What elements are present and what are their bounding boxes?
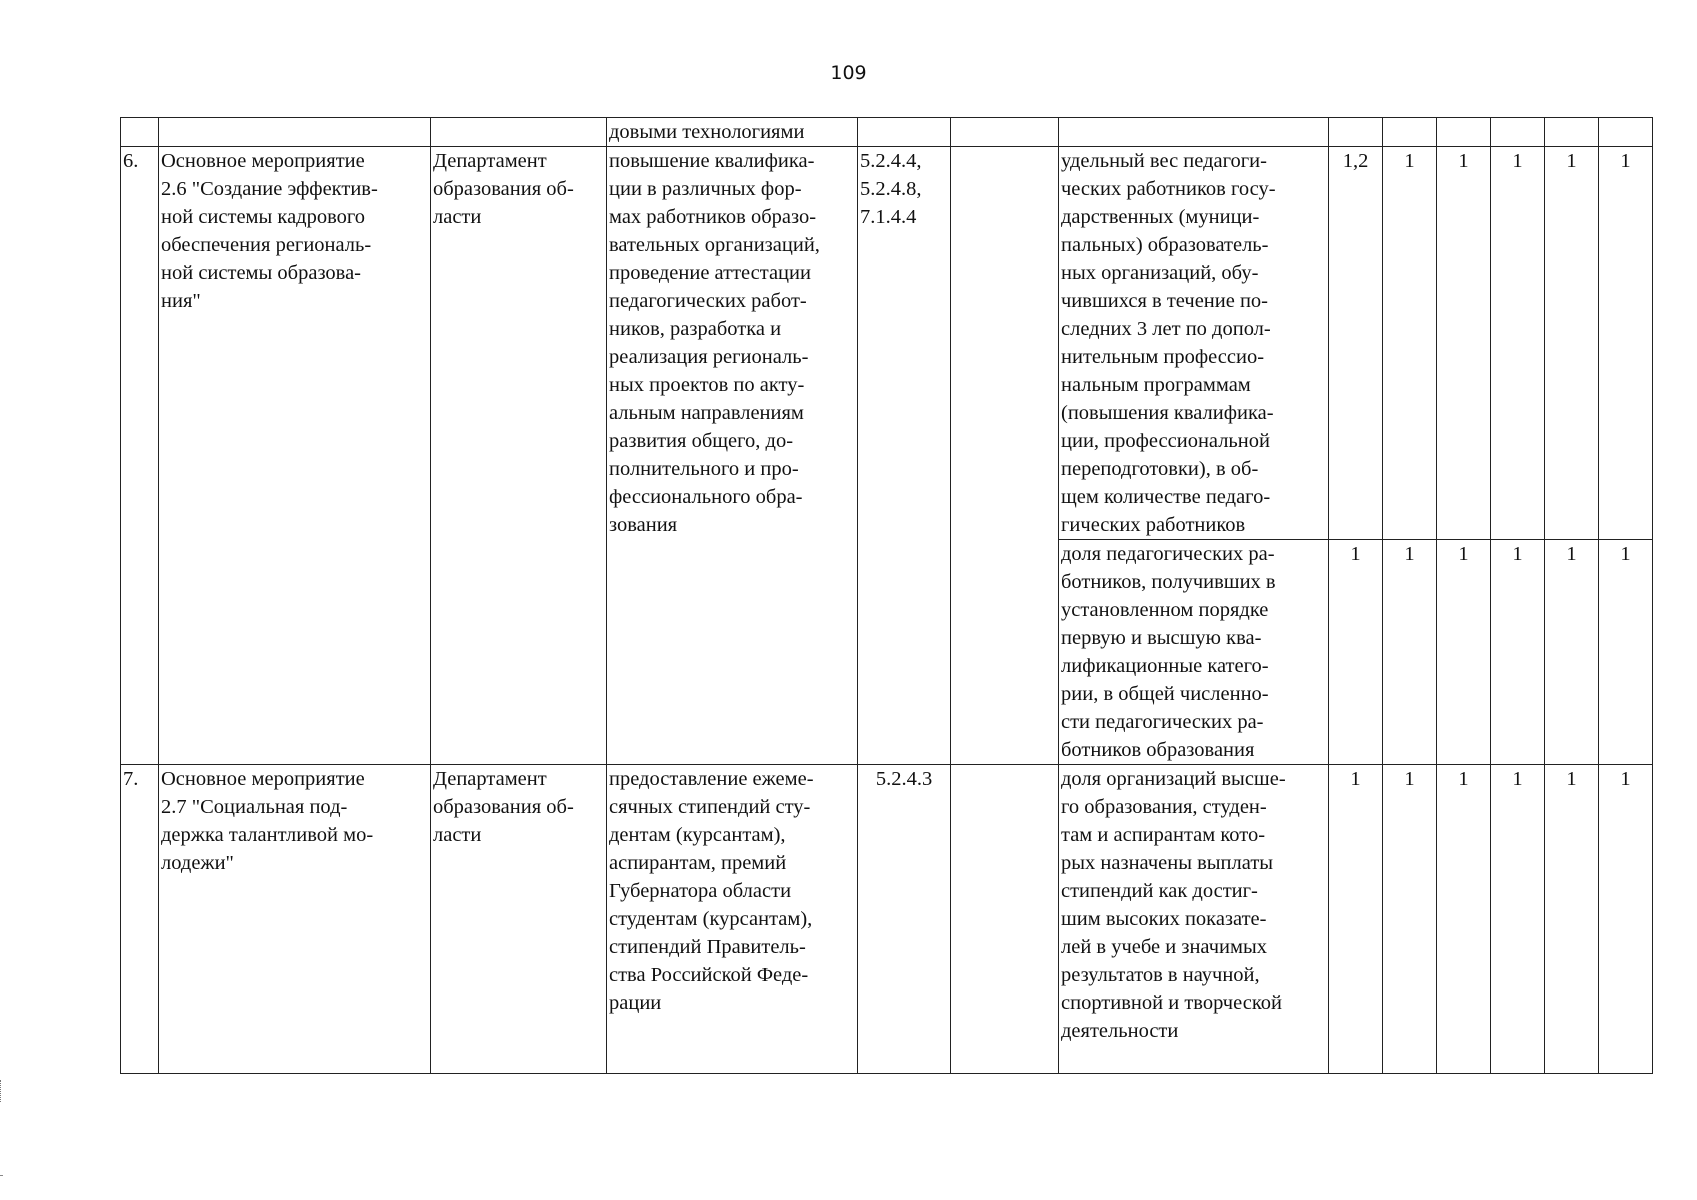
indicator-cell: доля организаций высше- го образования, студен- там и аспирантам кото- рых назначены выплаты стипендий как достиг- шим высоких показате- лей в учебе и значимых результатов в научной, спортивной и творческой деятельности	[1059, 765, 1329, 1074]
event-name-cell: Основное мероприятие 2.6 "Создание эффектив- ной системы кадрового обеспечения региональ- ной системы образова- ния"	[159, 147, 431, 765]
value-cell: 1	[1599, 765, 1653, 1074]
value-cell: 1	[1329, 540, 1383, 765]
activity-description-cell: повышение квалифика- ции в различных фор- мах работников образо- вательных организаций, проведение аттестации педагогических работ- ников, разработка и реализация региональ- ных проектов по акту- альным направлениям развития общего, до- полнительного и про- фессионального обра- зования	[607, 147, 858, 765]
cont-value-cell	[1599, 118, 1653, 147]
cont-value-cell	[1545, 118, 1599, 147]
indicator-cell: доля педагогических ра- ботников, получивших в установленном порядке первую и высшую ква- лификационные катего- рии, в общей численно- сти педагогических ра- ботников образования	[1059, 540, 1329, 765]
cont-indicator-cell	[1059, 118, 1329, 147]
table-row-6a	[121, 147, 1653, 540]
cont-blank-cell	[951, 118, 1059, 147]
value-cell: 1	[1491, 147, 1545, 540]
value-cell: 1	[1545, 147, 1599, 540]
codes-cell: 5.2.4.3	[858, 765, 951, 1074]
value-cell: 1	[1437, 540, 1491, 765]
value-cell: 1	[1437, 147, 1491, 540]
value-cell: 1	[1545, 540, 1599, 765]
event-name-cell: Основное мероприятие 2.7 "Социальная под- держка талантливой мо- лодежи"	[159, 765, 431, 1074]
scan-margin-dot	[0, 1175, 3, 1176]
cont-value-cell	[1329, 118, 1383, 147]
value-cell: 1	[1383, 540, 1437, 765]
value-cell: 1,2	[1329, 147, 1383, 540]
value-cell: 1	[1599, 147, 1653, 540]
row-number-cell: 6.	[121, 147, 159, 765]
executor-cell: Департамент образования об- ласти	[431, 765, 607, 1074]
cont-num-cell	[121, 118, 159, 147]
cont-value-cell	[1437, 118, 1491, 147]
cont-codes-cell	[858, 118, 951, 147]
cont-activity-cell	[607, 118, 858, 147]
blank-cell	[951, 147, 1059, 765]
cont-value-cell	[1383, 118, 1437, 147]
activity-line: довыми технологиями	[609, 121, 805, 143]
program-activities-table	[120, 117, 1653, 1074]
codes-cell: 5.2.4.4, 5.2.4.8, 7.1.4.4	[858, 147, 951, 765]
activity-description-cell: предоставление ежеме- сячных стипендий сту- дентам (курсантам), аспирантам, премий Губернатора области студентам (курсантам), стипендий Правитель- ства Российской Феде- рации	[607, 765, 858, 1074]
value-cell: 1	[1383, 765, 1437, 1074]
cont-executor-cell	[431, 118, 607, 147]
executor-cell: Департамент образования об- ласти	[431, 147, 607, 765]
continuation-row	[121, 118, 1653, 147]
row-number-cell: 7.	[121, 765, 159, 1074]
value-cell: 1	[1329, 765, 1383, 1074]
cont-value-cell	[1491, 118, 1545, 147]
indicator-cell: удельный вес педагоги- ческих работников госу- дарственных (муници- пальных) образователь- ных организаций, обу- чившихся в течение по- следних 3 лет по допол- нительным профессио- нальным программам (повышения квалифика- ции, профессиональной переподготовки), в об- щем количестве педаго- гических работников	[1059, 147, 1329, 540]
blank-cell	[951, 765, 1059, 1074]
table-row-7	[121, 765, 1653, 1074]
value-cell: 1	[1437, 765, 1491, 1074]
value-cell: 1	[1383, 147, 1437, 540]
page-number: 109	[830, 62, 867, 84]
value-cell: 1	[1491, 540, 1545, 765]
value-cell: 1	[1491, 765, 1545, 1074]
value-cell: 1	[1545, 765, 1599, 1074]
cont-event-cell	[159, 118, 431, 147]
value-cell: 1	[1599, 540, 1653, 765]
scan-margin-mark	[0, 1080, 5, 1102]
